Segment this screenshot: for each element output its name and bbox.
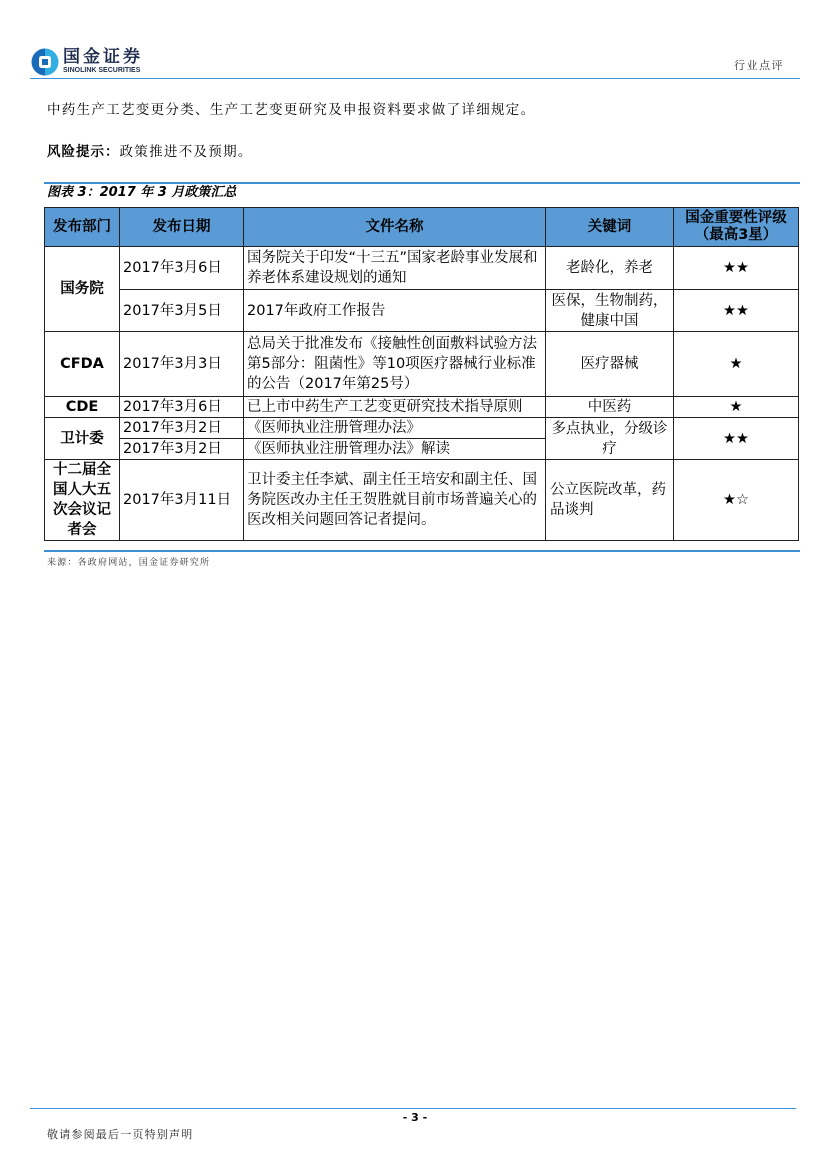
document-cell: 《医师执业注册管理办法》 bbox=[244, 418, 546, 439]
keywords-cell: 公立医院改革，药品谈判 bbox=[546, 460, 674, 541]
figure-caption: 图表 3：2017 年 3 月政策汇总 bbox=[47, 185, 237, 200]
rating-cell: ★ bbox=[674, 332, 799, 397]
date-cell: 2017年3月2日 bbox=[120, 418, 244, 439]
caption-divider bbox=[44, 182, 800, 184]
date-cell: 2017年3月2日 bbox=[120, 439, 244, 460]
document-cell: 《医师执业注册管理办法》解读 bbox=[244, 439, 546, 460]
table-row bbox=[45, 397, 799, 418]
keywords-cell: 医疗器械 bbox=[546, 332, 674, 397]
keywords-cell: 医保，生物制药，健康中国 bbox=[546, 290, 674, 332]
header-rating-note: （最高3星） bbox=[694, 227, 778, 243]
department-cell: 十二届全国人大五次会议记者会 bbox=[45, 460, 120, 541]
header-rating bbox=[674, 208, 799, 247]
document-cell: 2017年政府工作报告 bbox=[244, 290, 546, 332]
logo-name-cn: 国金证券 bbox=[63, 47, 143, 67]
header-rating-title: 国金重要性评级 bbox=[685, 210, 787, 226]
figure-source: 来源：各政府网站，国金证券研究所 bbox=[47, 558, 211, 568]
rating-cell: ★ bbox=[674, 397, 799, 418]
keywords-cell: 老龄化，养老 bbox=[546, 247, 674, 290]
document-cell: 卫计委主任李斌、副主任王培安和副主任、国务院医改办主任王贺胜就目前市场普遍关心的医改相关问题回答记者提问。 bbox=[244, 460, 546, 541]
logo-name-en: SINOLINK SECURITIES bbox=[63, 67, 141, 74]
keywords-cell: 中医药 bbox=[546, 397, 674, 418]
footer-divider bbox=[30, 1108, 796, 1109]
table-row bbox=[45, 332, 799, 397]
risk-label: 风险提示： bbox=[47, 144, 120, 160]
table-bottom-divider bbox=[44, 550, 800, 552]
department-cell: CDE bbox=[45, 397, 120, 418]
date-cell: 2017年3月6日 bbox=[120, 247, 244, 290]
sinolink-logo-icon bbox=[31, 48, 59, 76]
page-number: - 3 - bbox=[402, 1111, 428, 1124]
rating-cell: ★★ bbox=[674, 418, 799, 460]
department-cell: CFDA bbox=[45, 332, 120, 397]
header-date: 发布日期 bbox=[120, 208, 244, 247]
department-cell: 卫计委 bbox=[45, 418, 120, 460]
report-type: 行业点评 bbox=[734, 59, 784, 72]
table-row bbox=[45, 247, 799, 290]
keywords-cell: 多点执业，分级诊疗 bbox=[546, 418, 674, 460]
header-divider bbox=[30, 78, 800, 79]
rating-cell: ★★ bbox=[674, 290, 799, 332]
policy-table bbox=[44, 207, 799, 541]
risk-note bbox=[47, 143, 253, 161]
date-cell: 2017年3月5日 bbox=[120, 290, 244, 332]
footer-disclaimer: 敬请参阅最后一页特别声明 bbox=[47, 1128, 194, 1141]
department-cell: 国务院 bbox=[45, 247, 120, 332]
table-row bbox=[45, 418, 799, 439]
table-row bbox=[45, 460, 799, 541]
rating-cell: ★☆ bbox=[674, 460, 799, 541]
header-keywords: 关键词 bbox=[546, 208, 674, 247]
date-cell: 2017年3月6日 bbox=[120, 397, 244, 418]
table-row bbox=[45, 290, 799, 332]
document-cell: 已上市中药生产工艺变更研究技术指导原则 bbox=[244, 397, 546, 418]
header-document: 文件名称 bbox=[244, 208, 546, 247]
date-cell: 2017年3月11日 bbox=[120, 460, 244, 541]
body-paragraph: 中药生产工艺变更分类、生产工艺变更研究及申报资料要求做了详细规定。 bbox=[47, 102, 536, 118]
rating-cell: ★★ bbox=[674, 247, 799, 290]
risk-text: 政策推进不及预期。 bbox=[119, 144, 253, 160]
header-department: 发布部门 bbox=[45, 208, 120, 247]
document-cell: 国务院关于印发“十三五”国家老龄事业发展和养老体系建设规划的通知 bbox=[244, 247, 546, 290]
date-cell: 2017年3月3日 bbox=[120, 332, 244, 397]
table-header-row bbox=[45, 208, 799, 247]
document-cell: 总局关于批准发布《接触性创面敷料试验方法第5部分：阻菌性》等10项医疗器械行业标准的公告（2017年第25号） bbox=[244, 332, 546, 397]
